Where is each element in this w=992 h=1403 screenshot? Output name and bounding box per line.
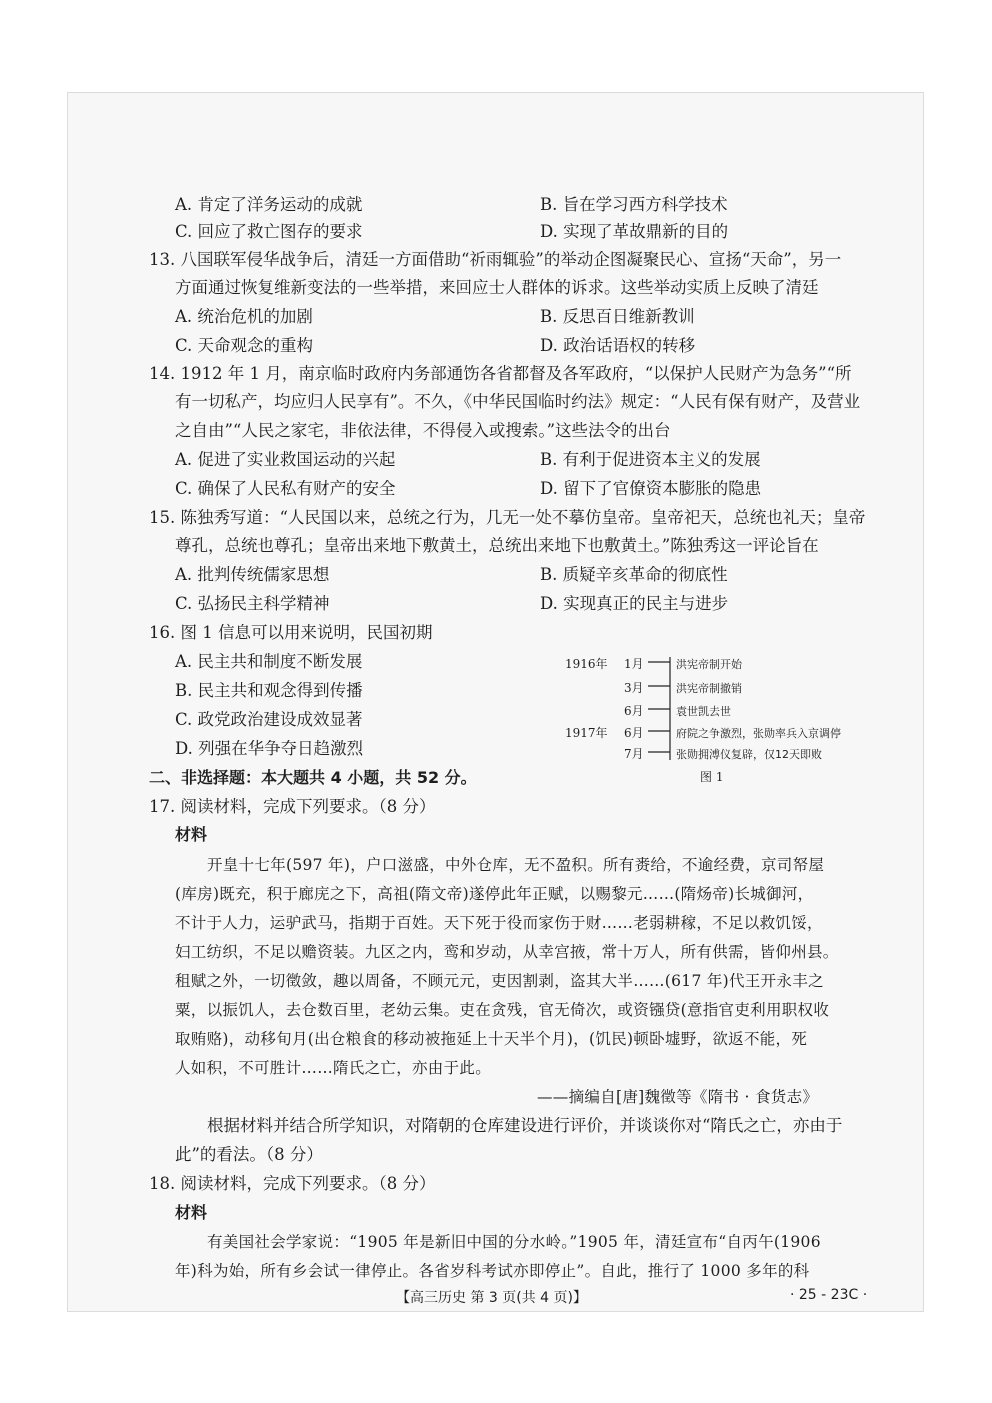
q15-option-d: D. 实现真正的民主与进步 [540,594,729,613]
q17-material-line: 人如积，不可胜计……隋氏之亡，亦由于此。 [175,1059,492,1077]
q16-option-c: C. 政党政治建设成效显著 [175,710,363,729]
q18-material-line2: 年)科为始，所有乡会试一律停止。各省岁科考试亦即停止”。自此，推行了 1000 多年的科 [175,1262,810,1280]
q17-material-line: 取贿赂)，动移旬月(出仓粮食的移动被拖延上十天半个月)，(饥民)顿卧墟野，欲返不能，死 [175,1030,808,1048]
q14-option-a: A. 促进了实业救国运动的兴起 [175,450,396,469]
q17-stem: 17. 阅读材料，完成下列要求。（8 分） [149,797,436,816]
q14-option-c: C. 确保了人民私有财产的安全 [175,479,396,498]
section-2-title: 二、非选择题：本大题共 4 小题，共 52 分。 [149,768,477,787]
q12-option-c: C. 回应了救亡图存的要求 [175,222,363,241]
page-footer: 【高三历史 第 3 页(共 4 页)】 [396,1290,587,1306]
q15-option-c: C. 弘扬民主科学精神 [175,594,330,613]
q13-stem-line1: 13. 八国联军侵华战争后，清廷一方面借助“祈雨辄验”的举动企图凝聚民心、宣扬“天命”，另一 [149,250,842,269]
q15-stem-line1: 15. 陈独秀写道：“人民国以来，总统之行为，几无一处不摹仿皇帝。皇帝祀天，总统也礼天；皇帝 [149,508,866,527]
q14-option-d: D. 留下了官僚资本膨胀的隐患 [540,479,762,498]
q17-material-label: 材料 [175,825,208,844]
q13-option-a: A. 统治危机的加剧 [175,307,313,326]
q16-option-b: B. 民主共和观念得到传播 [175,681,363,700]
q18-material-label: 材料 [175,1203,208,1222]
q17-task-line2: 此”的看法。（8 分） [175,1145,323,1164]
figure-caption: 图 1 [700,770,724,784]
q17-task-line1: 根据材料并结合所学知识，对隋朝的仓库建设进行评价，并谈谈你对“隋氏之亡，亦由于 [207,1116,843,1135]
q16-stem: 16. 图 1 信息可以用来说明，民国初期 [149,623,433,642]
timeline-month: 6月 [624,726,644,740]
timeline-event: 洪宪帝制撤销 [676,682,742,695]
q16-option-a: A. 民主共和制度不断发展 [175,652,363,671]
page-code: · 25 - 23C · [790,1287,868,1303]
q14-stem-line3: 之自由”“人民之家宅，非依法律，不得侵入或搜索。”这些法令的出台 [175,421,671,440]
q16-option-d: D. 列强在华争夺日趋激烈 [175,739,364,758]
q18-stem: 18. 阅读材料，完成下列要求。（8 分） [149,1174,436,1193]
timeline-month: 3月 [624,681,644,695]
q15-option-a: A. 批判传统儒家思想 [175,565,330,584]
q13-stem-line2: 方面通过恢复维新变法的一些举措，来回应士人群体的诉求。这些举动实质上反映了清廷 [175,278,819,297]
q14-stem-line2: 有一切私产，均应归人民享有”。不久，《中华民国临时约法》规定：“人民有保有财产，及营业 [175,392,861,411]
timeline-event: 府院之争激烈，张勋率兵入京调停 [676,727,841,740]
q13-option-b: B. 反思百日维新教训 [540,307,695,326]
q17-source: ——摘编自[唐]魏徵等《隋书 · 食货志》 [537,1088,819,1106]
timeline-month: 6月 [624,704,644,718]
q15-stem-line2: 尊孔，总统也尊孔；皇帝出来地下敷黄土，总统出来地下也敷黄土。”陈独秀这一评论旨在 [175,536,819,555]
q15-option-b: B. 质疑辛亥革命的彻底性 [540,565,728,584]
timeline-month: 1月 [624,657,644,671]
q17-material-line: (库房)既充，积于廊庑之下，高祖(隋文帝)遂停此年正赋，以赐黎元……(隋炀帝)长城御河， [175,885,814,903]
q12-option-d: D. 实现了革故鼎新的目的 [540,222,729,241]
q14-option-b: B. 有利于促进资本主义的发展 [540,450,761,469]
q13-option-c: C. 天命观念的重构 [175,336,314,355]
q17-material-line: 粟，以振饥人，去仓数百里，老幼云集。吏在贪残，官无倚次，或资镪贷(意指官吏利用职权收 [175,1001,830,1019]
q12-option-b: B. 旨在学习西方科学技术 [540,195,728,214]
q17-material-line: 妇工纺织，不足以赡资装。九区之内，鸾和岁动，从幸宫掖，常十万人，所有供需，皆仰州县。 [175,943,839,961]
q17-material-line: 不计于人力，运驴武马，指期于百姓。天下死于役而家伤于财……老弱耕稼，不足以救饥馁， [175,914,823,932]
timeline-month: 7月 [624,747,644,761]
timeline-event: 张勋拥溥仪复辟，仅12天即败 [676,748,822,761]
timeline-event: 袁世凯去世 [676,705,731,718]
timeline-year-1916: 1916年 [565,657,608,671]
q13-option-d: D. 政治话语权的转移 [540,336,696,355]
q17-material-line: 租赋之外，一切徵敛，趣以周备，不顾元元，吏因割剥，盗其大半……(617 年)代王开永丰之 [175,972,824,990]
q18-material-line1: 有美国社会学家说：“1905 年是新旧中国的分水岭。”1905 年，清廷宣布“自丙午(1906 [207,1233,821,1251]
timeline-event: 洪宪帝制开始 [676,658,742,671]
q14-stem-line1: 14. 1912 年 1 月，南京临时政府内务部通饬各省都督及各军政府，“以保护人民财产为急务”“所 [149,364,852,383]
q17-material-line: 开皇十七年(597 年)，户口滋盛，中外仓库，无不盈积。所有赉给，不逾经费，京司帑屋 [207,856,825,874]
q12-option-a: A. 肯定了洋务运动的成就 [175,195,363,214]
timeline-year-1917: 1917年 [565,726,608,740]
